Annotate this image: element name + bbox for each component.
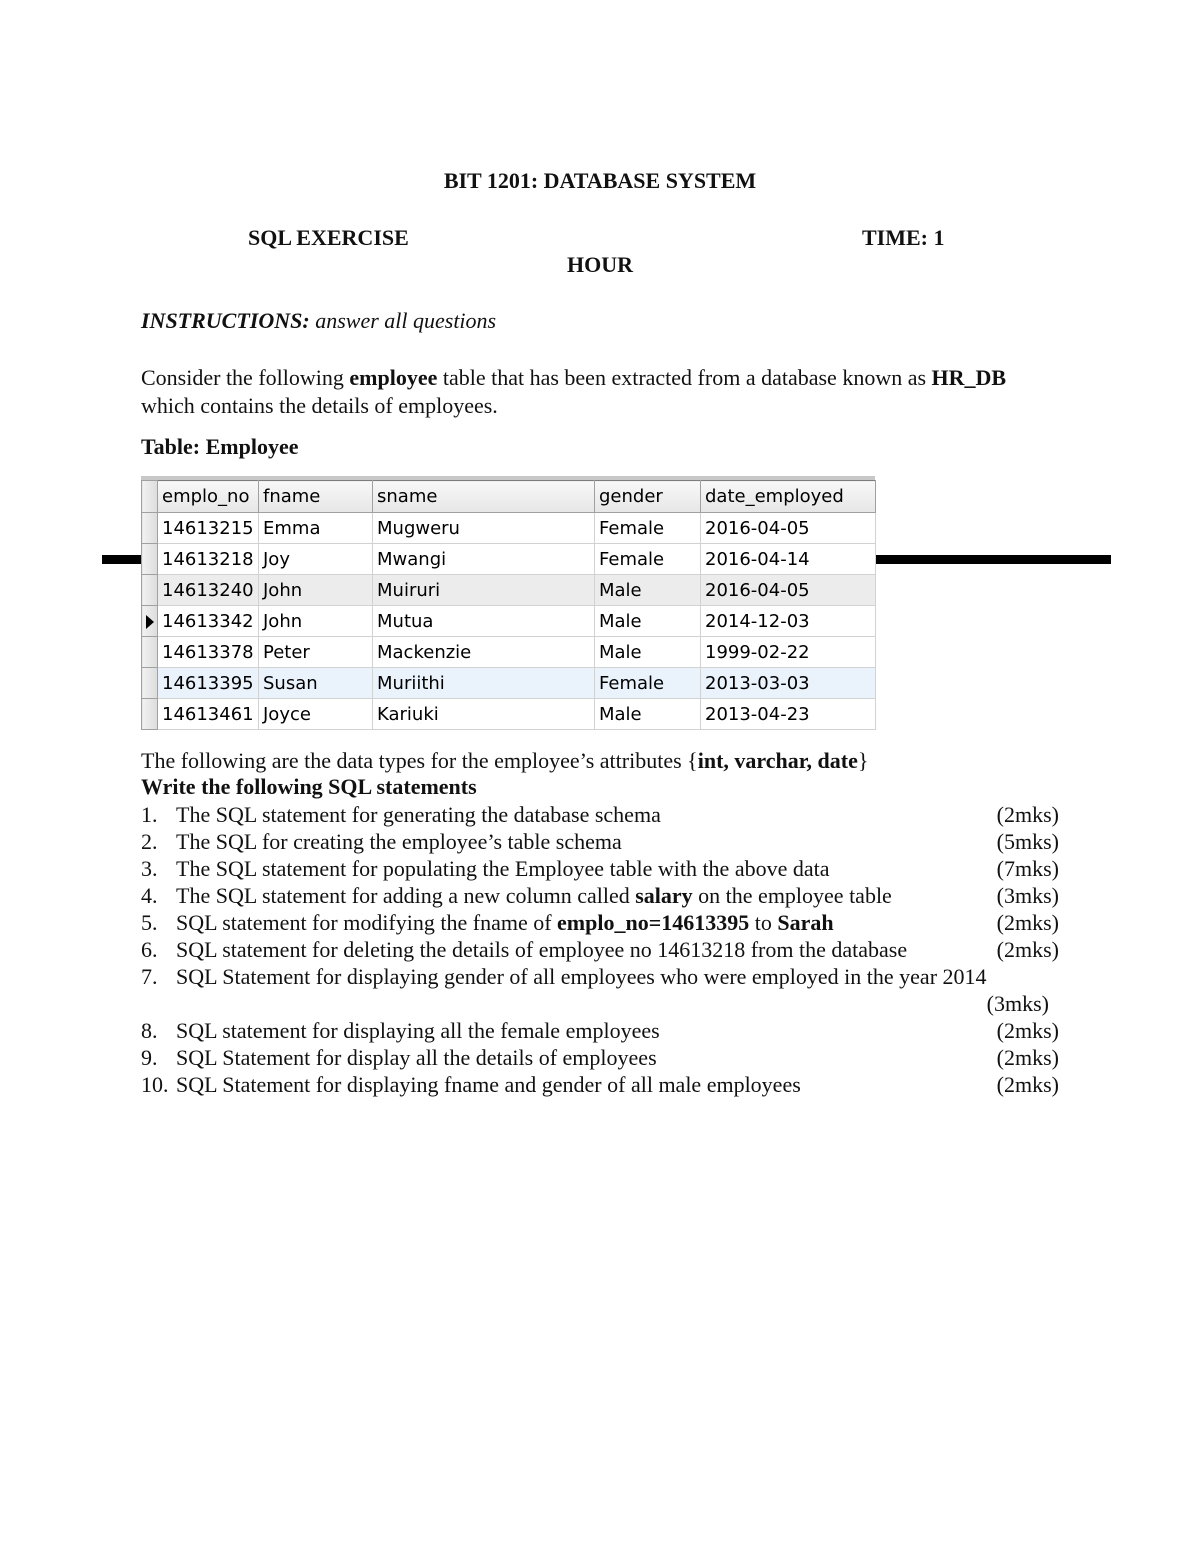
question-text-part: The SQL statement for adding a new column called [176,883,636,908]
cell-gender[interactable]: Female [595,513,701,544]
column-header[interactable]: sname [373,481,595,513]
question-item [141,1071,1061,1098]
intro-db-name: HR_DB [931,365,1007,390]
cell-fname[interactable]: John [259,606,373,637]
column-header[interactable]: date_employed [701,481,876,513]
datatypes-sentence [141,748,868,774]
cell-gender[interactable]: Male [595,699,701,730]
exercise-title: SQL EXERCISE [248,225,409,250]
cell-emplo-no[interactable]: 14613461 [158,699,259,730]
question-marks: (2mks) [996,910,1059,935]
cell-emplo-no[interactable]: 14613218 [158,544,259,575]
cell-sname[interactable]: Mwangi [373,544,595,575]
cell-gender[interactable]: Male [595,575,701,606]
question-marks: (2mks) [996,937,1059,962]
question-item [141,936,1061,963]
question-text: SQL Statement for displaying fname and gender of all male employees [176,1072,801,1097]
column-header[interactable]: gender [595,481,701,513]
cell-emplo-no[interactable]: 14613240 [158,575,259,606]
cell-gender[interactable]: Female [595,668,701,699]
datatypes-suffix: } [857,748,869,773]
row-selector-current[interactable] [142,606,158,637]
intro-employee: employee [349,365,438,390]
cell-sname[interactable]: Muiruri [373,575,595,606]
table-row[interactable] [142,668,876,699]
cell-date-employed[interactable]: 2013-04-23 [701,699,876,730]
employee-table [141,480,876,730]
cell-emplo-no[interactable]: 14613215 [158,513,259,544]
question-text [176,909,834,936]
cell-emplo-no[interactable]: 14613342 [158,606,259,637]
cell-fname[interactable]: John [259,575,373,606]
row-selector[interactable] [142,699,158,730]
cell-date-employed[interactable]: 1999-02-22 [701,637,876,668]
question-number: 7. [141,964,158,989]
question-item [141,828,1061,855]
question-text: The SQL statement for generating the database schema [176,802,661,827]
question-keyword: Sarah [777,910,834,935]
cell-sname[interactable]: Muriithi [373,668,595,699]
question-item [141,801,1061,828]
cell-fname[interactable]: Joyce [259,699,373,730]
question-text: SQL statement for deleting the details of employee no 14613218 from the database [176,937,908,962]
datatypes-list: int, varchar, date [697,748,858,773]
question-number: 4. [141,883,158,908]
question-text: SQL statement for displaying all the female employees [176,1018,660,1043]
cell-sname[interactable]: Mackenzie [373,637,595,668]
instructions [141,308,496,334]
cell-date-employed[interactable]: 2016-04-14 [701,544,876,575]
question-text: SQL Statement for display all the details of employees [176,1045,657,1070]
question-text: The SQL for creating the employee’s table schema [176,829,622,854]
intro-text: table that has been extracted from a database known as [437,365,932,390]
cell-date-employed[interactable]: 2016-04-05 [701,575,876,606]
question-marks: (5mks) [996,829,1059,854]
table-row[interactable] [142,575,876,606]
question-number: 3. [141,856,158,881]
employee-table-screenshot [141,476,875,732]
intro-text: which contains the details of employees. [141,393,498,418]
question-marks: (2mks) [996,1018,1059,1043]
question-item [141,882,1061,909]
question-text-part: SQL statement for modifying the fname of [176,910,558,935]
question-marks: (3mks) [986,991,1049,1016]
question-item [141,1044,1061,1071]
cell-sname[interactable]: Mugweru [373,513,595,544]
cell-gender[interactable]: Male [595,637,701,668]
question-marks: (2mks) [996,1072,1059,1097]
question-text-part: to [749,910,778,935]
question-text: The SQL statement for populating the Employee table with the above data [176,856,830,881]
question-number: 10. [141,1072,169,1097]
cell-date-employed[interactable]: 2014-12-03 [701,606,876,637]
question-item [141,963,1061,1017]
row-selector[interactable] [142,575,158,606]
time-label: TIME: 1 [862,225,945,250]
table-row[interactable] [142,637,876,668]
datatypes-prefix: The following are the data types for the employee’s attributes { [141,748,698,773]
question-keyword: salary [635,883,693,908]
cell-sname[interactable]: Mutua [373,606,595,637]
row-selector[interactable] [142,637,158,668]
cell-gender[interactable]: Female [595,544,701,575]
page-title: BIT 1201: DATABASE SYSTEM [443,168,757,193]
question-text: SQL Statement for displaying gender of all employees who were employed in the year 2014 [176,964,987,989]
table-row-current[interactable] [142,606,876,637]
question-number: 5. [141,910,158,935]
instructions-label: INSTRUCTIONS: [141,308,310,333]
question-number: 8. [141,1018,158,1043]
question-number: 2. [141,829,158,854]
row-selector[interactable] [142,544,158,575]
cell-gender[interactable]: Male [595,606,701,637]
cell-date-employed[interactable]: 2016-04-05 [701,513,876,544]
arrow-right-icon [146,615,154,629]
horizontal-rule [874,555,1111,564]
question-text [176,882,892,909]
question-keyword: emplo_no=14613395 [557,910,750,935]
row-selector-header[interactable] [142,481,158,513]
question-list [141,801,1061,1098]
cell-fname[interactable]: Susan [259,668,373,699]
question-item [141,909,1061,936]
question-marks: (2mks) [996,1045,1059,1070]
question-marks: (3mks) [996,883,1059,908]
cell-fname[interactable]: Peter [259,637,373,668]
cell-fname[interactable]: Joy [259,544,373,575]
table-row[interactable] [142,513,876,544]
time-unit: HOUR [567,252,633,277]
column-header[interactable]: fname [259,481,373,513]
question-item [141,1017,1061,1044]
table-label: Table: Employee [141,434,299,459]
row-selector[interactable] [142,668,158,699]
cell-fname[interactable]: Emma [259,513,373,544]
question-number: 6. [141,937,158,962]
instructions-text: answer all questions [315,308,497,333]
intro-paragraph [141,364,1041,420]
questions-heading: Write the following SQL statements [141,774,477,799]
question-marks: (7mks) [996,856,1059,881]
table-row[interactable] [142,544,876,575]
table-row[interactable] [142,699,876,730]
row-selector[interactable] [142,513,158,544]
column-header[interactable]: emplo_no [158,481,259,513]
cell-emplo-no[interactable]: 14613395 [158,668,259,699]
question-item [141,855,1061,882]
question-marks: (2mks) [996,802,1059,827]
question-text-part: on the employee table [692,883,892,908]
question-number: 9. [141,1045,158,1070]
question-number: 1. [141,802,158,827]
cell-date-employed[interactable]: 2013-03-03 [701,668,876,699]
cell-emplo-no[interactable]: 14613378 [158,637,259,668]
cell-sname[interactable]: Kariuki [373,699,595,730]
table-header-row [142,481,876,513]
intro-text: Consider the following [141,365,350,390]
